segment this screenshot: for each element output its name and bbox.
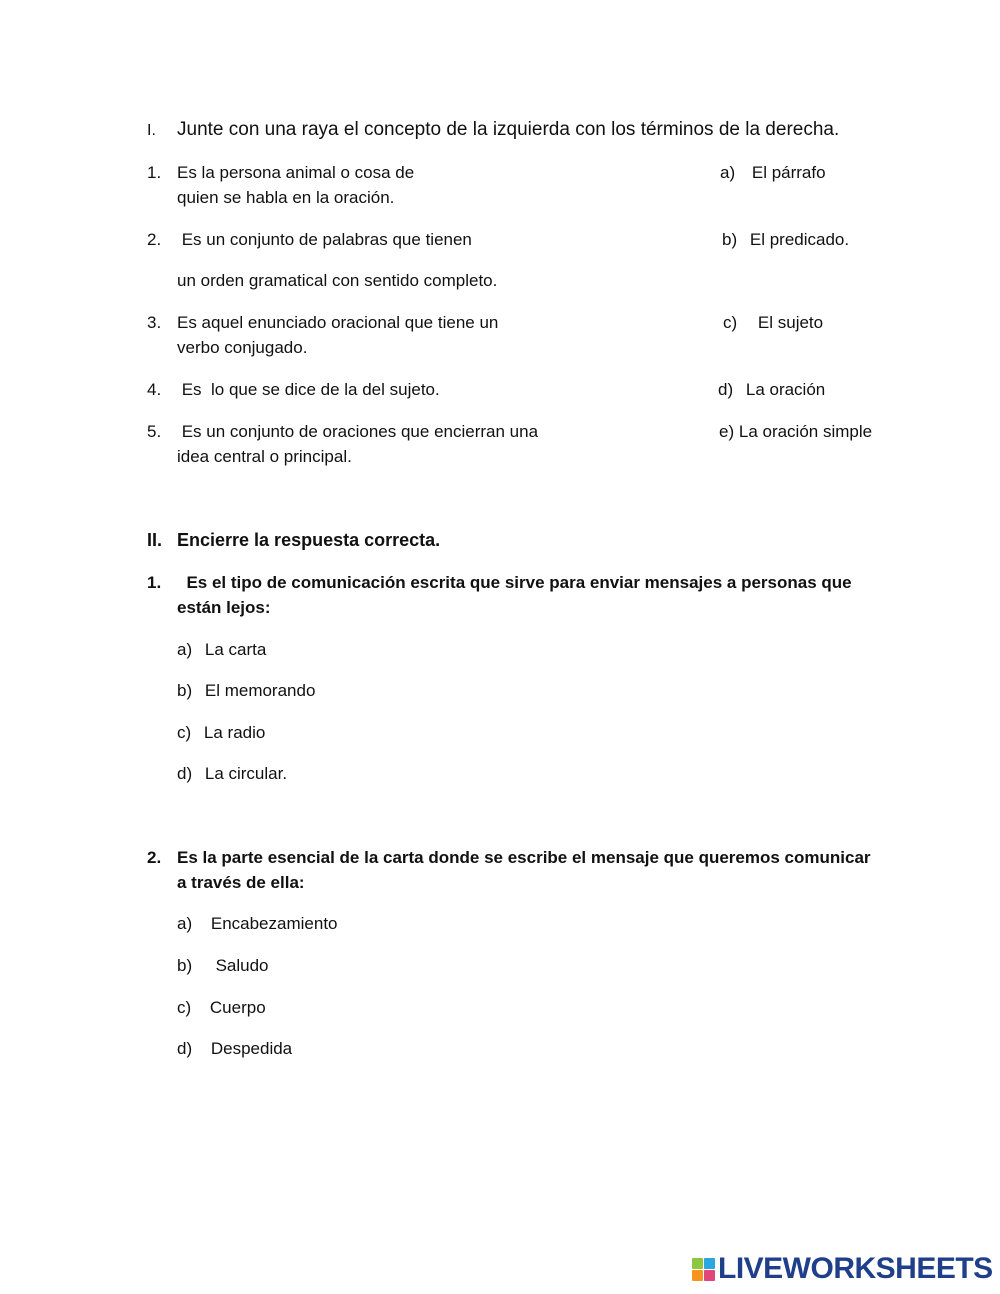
term-b-letter: b) [722, 230, 738, 249]
section-1-title-text: Junte con una raya el concepto de la izquierda con los términos de la derecha [177, 119, 834, 140]
item-2-line2: un orden gramatical con sentido completo. [177, 271, 498, 290]
term-d [718, 380, 825, 400]
item-5-line2: idea central o principal. [177, 447, 352, 466]
question-2-option-d[interactable] [177, 1039, 292, 1059]
question-2-line1: Es la parte esencial de la carta donde se escribe el mensaje que queremos comunicar [177, 848, 871, 867]
term-b [722, 230, 849, 250]
term-e-letter: e) [719, 422, 735, 441]
liveworksheets-logo[interactable] [692, 1252, 993, 1286]
question-2-line2: a través de ella: [177, 873, 305, 892]
logo-tile [692, 1270, 703, 1281]
item-3-line1: Es aquel enunciado oracional que tiene un [177, 313, 499, 332]
option-text: Despedida [210, 1039, 293, 1058]
term-a [720, 163, 826, 183]
option-text: Cuerpo [209, 998, 266, 1017]
section-2-title: Encierre la respuesta correcta. [177, 530, 441, 550]
term-d-text: La oración [745, 380, 826, 399]
question-2-option-a[interactable] [177, 914, 338, 934]
option-letter: d) [177, 1039, 193, 1058]
logo-tile [704, 1258, 715, 1269]
item-5-line1: Es un conjunto de oraciones que encierran una [177, 422, 539, 441]
question-1-option-a[interactable] [177, 640, 266, 660]
question-1-num: 1. [147, 573, 162, 592]
question-2-option-b[interactable] [177, 956, 269, 976]
option-text: Saludo [210, 956, 269, 975]
item-1-line1: Es la persona animal o cosa de [177, 163, 415, 182]
term-e [719, 422, 872, 442]
logo-wordmark: LIVEWORKSHEETS [718, 1252, 993, 1285]
question-2-num: 2. [147, 848, 162, 867]
question-2-option-c[interactable] [177, 998, 266, 1018]
item-5-num: 5. [147, 422, 162, 441]
option-letter: a) [177, 914, 193, 933]
option-letter: c) [177, 998, 192, 1017]
term-c [723, 313, 823, 333]
term-d-letter: d) [718, 380, 734, 399]
item-1-line2: quien se habla en la oración. [177, 188, 395, 207]
item-2-line1: Es un conjunto de palabras que tienen [177, 230, 472, 249]
option-letter: b) [177, 956, 193, 975]
option-letter: b) [177, 681, 193, 700]
item-3-line2: verbo conjugado. [177, 338, 308, 357]
item-4-num: 4. [147, 380, 162, 399]
logo-mark-icon [692, 1258, 715, 1281]
option-text: La radio [203, 723, 266, 742]
option-letter: c) [177, 723, 192, 742]
term-e-text: La oración simple [738, 422, 873, 441]
option-letter: a) [177, 640, 193, 659]
question-1-line1: Es el tipo de comunicación escrita que sirve para enviar mensajes a personas que [177, 573, 852, 592]
term-b-text: El predicado. [749, 230, 850, 249]
option-text: El memorando [204, 681, 316, 700]
question-1-line2: están lejos: [177, 598, 271, 617]
term-a-text: El párrafo [751, 163, 826, 182]
section-1-title [177, 119, 839, 141]
item-2-num: 2. [147, 230, 162, 249]
section-1-numeral: I. [147, 122, 156, 139]
question-1-option-d[interactable] [177, 764, 287, 784]
item-4-line1: Es lo que se dice de la del sujeto. [177, 380, 440, 399]
logo-tile [704, 1270, 715, 1281]
logo-tile [692, 1258, 703, 1269]
option-text: La circular. [204, 764, 288, 783]
question-1-option-b[interactable] [177, 681, 315, 701]
section-2-numeral: II. [147, 530, 163, 550]
option-letter: d) [177, 764, 193, 783]
question-1-option-c[interactable] [177, 723, 265, 743]
term-c-letter: c) [723, 313, 738, 332]
item-3-num: 3. [147, 313, 162, 332]
section-1-title-period: . [833, 119, 840, 140]
term-c-text: El sujeto [757, 313, 824, 332]
option-text: Encabezamiento [210, 914, 338, 933]
option-text: La carta [204, 640, 267, 659]
term-a-letter: a) [720, 163, 736, 182]
item-1-num: 1. [147, 163, 162, 182]
